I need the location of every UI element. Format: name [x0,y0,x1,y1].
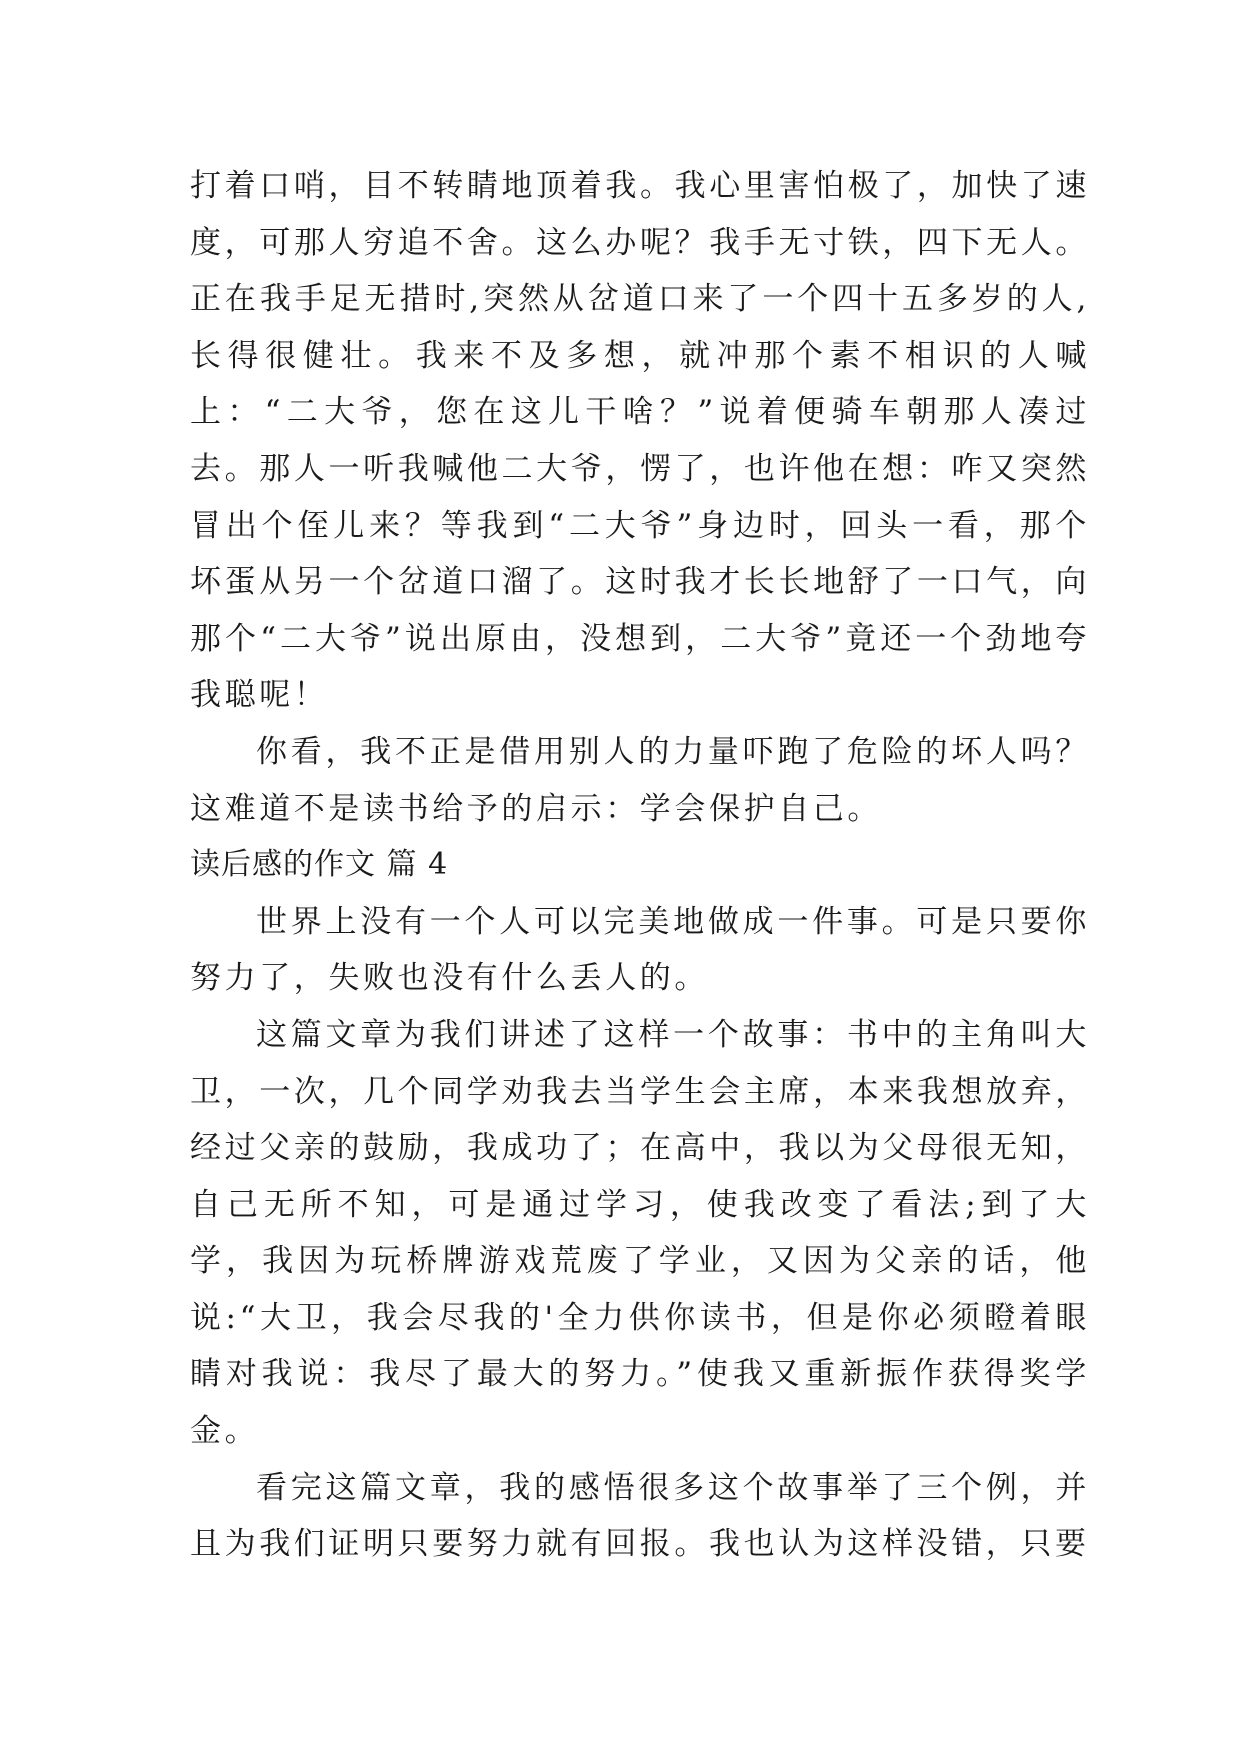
paragraph-story-summary: 这篇文章为我们讲述了这样一个故事：书中的主角叫大卫，一次，几个同学劝我去当学生会主席，本来我想放弃，经过父亲的鼓励，我成功了；在高中，我以为父母很无知，自己无所不知，可是通过学习，使我改变了看法;到了大学，我因为玩桥牌游戏荒废了学业，又因为父亲的话，他说:“大卫，我会尽我的'全力供你读书，但是你必须瞪着眼睛对我说：我尽了最大的努力。”使我又重新振作获得奖学金。 [190,1016,1090,1450]
paragraph-reflection: 你看，我不正是借用别人的力量吓跑了危险的坏人吗？这难道不是读书给予的启示：学会保护自己。 [190,733,1090,827]
paragraph-story-continuation: 打着口哨，目不转睛地顶着我。我心里害怕极了，加快了速度，可那人穷追不舍。这么办呢？我手无寸铁，四下无人。正在我手足无措时,突然从岔道口来了一个四十五多岁的人,长得很健壮。我来不及多想，就冲那个素不相识的人喊上：“二大爷，您在这儿干啥？”说着便骑车朝那人凑过去。那人一听我喊他二大爷，愣了，也许他在想：咋又突然冒出个侄儿来？等我到“二大爷”身边时，回头一看，那个坏蛋从另一个岔道口溜了。这时我才长长地舒了一口气，向那个“二大爷”说出原由，没想到，二大爷”竟还一个劲地夸我聪呢！ [190,168,1090,714]
paragraph-conclusion: 看完这篇文章，我的感悟很多这个故事举了三个例，并且为我们证明只要努力就有回报。我也认为这样没错，只要 [190,1469,1090,1563]
paragraph-intro: 世界上没有一个人可以完美地做成一件事。可是只要你努力了，失败也没有什么丢人的。 [190,903,1090,997]
section-heading: 读后感的作文 篇 4 [190,847,449,883]
article-body [190,158,1090,1573]
